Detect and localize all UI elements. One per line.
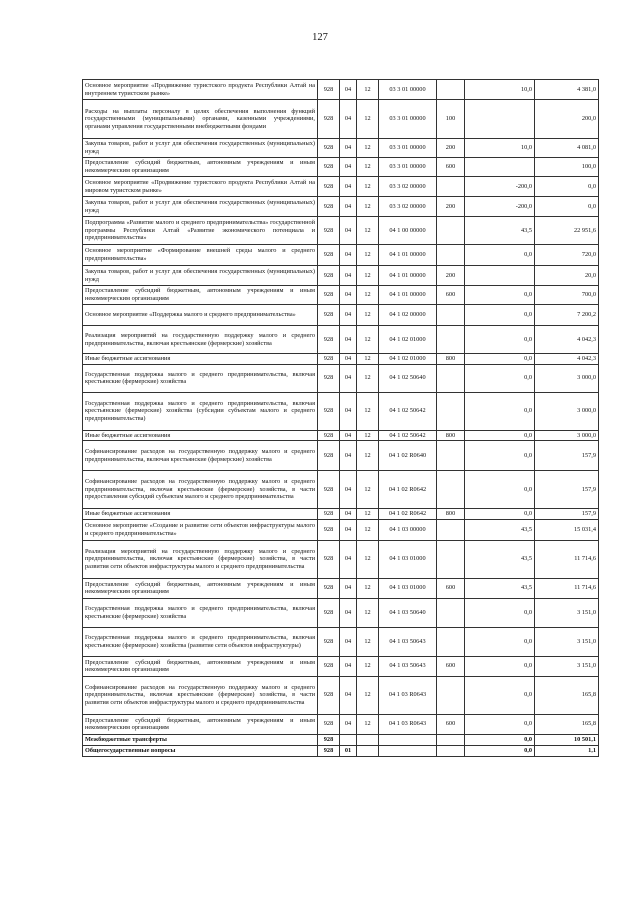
amount-total: 11 714,6 (535, 578, 599, 598)
row-name: Софинансирование расходов на государственную поддержку малого и среднего предпринимательства, включая крестьянские (фермерские) хозяйства, в части предоставления субсидий субъектам малого и среднего предпринимательства (83, 471, 318, 509)
amount-change: 43,5 (465, 540, 535, 578)
section-code: 04 (340, 540, 357, 578)
section-code: 04 (340, 100, 357, 139)
target-article-code: 03 3 01 00000 (379, 158, 437, 177)
table-row (83, 745, 599, 756)
amount-change (465, 266, 535, 286)
ministry-code: 928 (318, 540, 340, 578)
table-row (83, 100, 599, 139)
amount-change: 10,0 (465, 139, 535, 158)
expense-type-code: 600 (437, 158, 465, 177)
subsection-code: 12 (357, 326, 379, 354)
amount-change: 0,0 (465, 441, 535, 471)
target-article-code: 04 1 01 00000 (379, 266, 437, 286)
ministry-code: 928 (318, 471, 340, 509)
ministry-code: 928 (318, 326, 340, 354)
amount-change: 0,0 (465, 656, 535, 676)
table-row (83, 80, 599, 100)
subsection-code: 12 (357, 364, 379, 392)
table-row (83, 245, 599, 266)
subsection-code: 12 (357, 80, 379, 100)
amount-total: 1,1 (535, 745, 599, 756)
subsection-code: 12 (357, 578, 379, 598)
expense-type-code (437, 80, 465, 100)
subsection-code: 12 (357, 100, 379, 139)
subsection-code: 12 (357, 177, 379, 197)
table-row (83, 392, 599, 430)
row-name: Основное мероприятие «Создание и развитие сети объектов инфраструктуры малого и среднего предпринимательства» (83, 519, 318, 540)
target-article-code: 04 1 01 00000 (379, 286, 437, 305)
subsection-code: 12 (357, 627, 379, 656)
table-row (83, 578, 599, 598)
table-row (83, 471, 599, 509)
target-article-code: 04 1 03 50643 (379, 627, 437, 656)
row-name: Предоставление субсидий бюджетным, автономным учреждениям и иным некоммерческим организациям (83, 714, 318, 734)
expense-type-code (437, 177, 465, 197)
ministry-code: 928 (318, 245, 340, 266)
amount-total: 20,0 (535, 266, 599, 286)
table-row (83, 217, 599, 245)
amount-total: 11 714,6 (535, 540, 599, 578)
amount-total: 157,9 (535, 471, 599, 509)
target-article-code: 04 1 02 50642 (379, 392, 437, 430)
subsection-code: 12 (357, 354, 379, 365)
amount-change: 10,0 (465, 80, 535, 100)
amount-total: 700,0 (535, 286, 599, 305)
ministry-code: 928 (318, 266, 340, 286)
section-code: 04 (340, 676, 357, 714)
amount-change: 43,5 (465, 578, 535, 598)
row-name: Общегосударственные вопросы (83, 745, 318, 756)
table-row (83, 519, 599, 540)
page-number: 127 (312, 32, 328, 43)
amount-change: -200,0 (465, 177, 535, 197)
row-name: Закупка товаров, работ и услуг для обеспечения государственных (муниципальных) нужд (83, 139, 318, 158)
subsection-code: 12 (357, 441, 379, 471)
ministry-code: 928 (318, 519, 340, 540)
ministry-code: 928 (318, 430, 340, 441)
row-name: Государственная поддержка малого и среднего предпринимательства, включая крестьянские (фермерские) хозяйства (субсидии субъектам малого и среднего предпринимательства) (83, 392, 318, 430)
amount-total: 3 000,0 (535, 392, 599, 430)
table-row (83, 441, 599, 471)
table-row (83, 305, 599, 326)
section-code: 04 (340, 578, 357, 598)
amount-total: 7 200,2 (535, 305, 599, 326)
amount-change: 0,0 (465, 598, 535, 627)
amount-total: 0,0 (535, 197, 599, 217)
row-name: Предоставление субсидий бюджетным, автономным учреждениям и иным некоммерческим организациям (83, 158, 318, 177)
section-code: 04 (340, 627, 357, 656)
subsection-code: 12 (357, 519, 379, 540)
row-name: Основное мероприятие «Продвижение туристского продукта Республики Алтай на внутреннем туристском рынке» (83, 80, 318, 100)
amount-total: 4 081,0 (535, 139, 599, 158)
row-name: Софинансирование расходов на государственную поддержку малого и среднего предпринимательства, включая крестьянские (фермерские) хозяйства, в части развития сети объектов инфраструктуры малого и среднего предпринимательства (83, 676, 318, 714)
ministry-code: 928 (318, 305, 340, 326)
ministry-code: 928 (318, 139, 340, 158)
section-code: 04 (340, 392, 357, 430)
table-row (83, 326, 599, 354)
table-row (83, 430, 599, 441)
amount-total: 200,0 (535, 100, 599, 139)
table-row (83, 540, 599, 578)
table-row (83, 734, 599, 745)
subsection-code: 12 (357, 714, 379, 734)
section-code: 04 (340, 430, 357, 441)
section-code: 04 (340, 305, 357, 326)
amount-total: 3 151,0 (535, 656, 599, 676)
section-code (340, 734, 357, 745)
amount-total: 3 151,0 (535, 598, 599, 627)
amount-total: 157,9 (535, 441, 599, 471)
row-name: Государственная поддержка малого и среднего предпринимательства, включая крестьянские (фермерские) хозяйства (развитие сети объектов инфраструктуры) (83, 627, 318, 656)
ministry-code: 928 (318, 745, 340, 756)
expense-type-code (437, 471, 465, 509)
section-code: 04 (340, 326, 357, 354)
amount-change: 0,0 (465, 364, 535, 392)
section-code: 04 (340, 656, 357, 676)
row-name: Государственная поддержка малого и среднего предпринимательства, включая крестьянские (фермерские) хозяйства (83, 364, 318, 392)
target-article-code: 04 1 03 01000 (379, 540, 437, 578)
amount-total: 4 381,0 (535, 80, 599, 100)
expense-type-code (437, 598, 465, 627)
expense-type-code: 100 (437, 100, 465, 139)
ministry-code: 928 (318, 441, 340, 471)
expense-type-code: 600 (437, 578, 465, 598)
ministry-code: 928 (318, 714, 340, 734)
target-article-code (379, 734, 437, 745)
expense-type-code (437, 392, 465, 430)
row-name: Закупка товаров, работ и услуг для обеспечения государственных (муниципальных) нужд (83, 266, 318, 286)
subsection-code: 12 (357, 540, 379, 578)
expense-type-code (437, 676, 465, 714)
table-row (83, 627, 599, 656)
table-row (83, 177, 599, 197)
subsection-code: 12 (357, 598, 379, 627)
subsection-code: 12 (357, 158, 379, 177)
section-code: 01 (340, 745, 357, 756)
amount-total: 22 951,6 (535, 217, 599, 245)
ministry-code: 928 (318, 734, 340, 745)
row-name: Предоставление субсидий бюджетным, автономным учреждениям и иным некоммерческим организациям (83, 656, 318, 676)
row-name: Софинансирование расходов на государственную поддержку малого и среднего предпринимательства, включая крестьянские (фермерские) хозяйства (83, 441, 318, 471)
amount-change: 0,0 (465, 430, 535, 441)
ministry-code: 928 (318, 578, 340, 598)
amount-change: 0,0 (465, 471, 535, 509)
expense-type-code (437, 540, 465, 578)
expense-type-code (437, 745, 465, 756)
amount-total: 165,8 (535, 714, 599, 734)
row-name: Реализация мероприятий на государственную поддержку малого и среднего предпринимательства, включая крестьянские (фермерские) хозяйства, в части развития сети объектов инфраструктуры малого и среднего предпринимательства (83, 540, 318, 578)
target-article-code (379, 745, 437, 756)
amount-total: 720,0 (535, 245, 599, 266)
target-article-code: 03 3 02 00000 (379, 197, 437, 217)
budget-table (82, 79, 599, 757)
amount-total: 157,9 (535, 509, 599, 520)
section-code: 04 (340, 441, 357, 471)
expense-type-code (437, 305, 465, 326)
ministry-code: 928 (318, 217, 340, 245)
section-code: 04 (340, 80, 357, 100)
ministry-code: 928 (318, 80, 340, 100)
row-name: Подпрограмма «Развитие малого и среднего предпринимательства» государственной программы Республики Алтай «Развитие экономического потенциала и предпринимательства» (83, 217, 318, 245)
section-code: 04 (340, 519, 357, 540)
target-article-code: 03 3 01 00000 (379, 139, 437, 158)
amount-change (465, 100, 535, 139)
expense-type-code (437, 217, 465, 245)
expense-type-code (437, 441, 465, 471)
section-code: 04 (340, 714, 357, 734)
amount-total: 15 031,4 (535, 519, 599, 540)
table-row (83, 197, 599, 217)
ministry-code: 928 (318, 676, 340, 714)
row-name: Основное мероприятие «Продвижение туристского продукта Республики Алтай на мировом туристском рынке» (83, 177, 318, 197)
ministry-code: 928 (318, 509, 340, 520)
row-name: Основное мероприятие «Поддержка малого и среднего предпринимательства» (83, 305, 318, 326)
amount-change: -200,0 (465, 197, 535, 217)
subsection-code: 12 (357, 430, 379, 441)
expense-type-code (437, 627, 465, 656)
section-code: 04 (340, 598, 357, 627)
amount-change: 0,0 (465, 326, 535, 354)
amount-change: 0,0 (465, 392, 535, 430)
target-article-code: 04 1 01 00000 (379, 245, 437, 266)
target-article-code: 04 1 03 R0643 (379, 676, 437, 714)
ministry-code: 928 (318, 158, 340, 177)
target-article-code: 04 1 02 50642 (379, 430, 437, 441)
ministry-code: 928 (318, 627, 340, 656)
amount-change: 0,0 (465, 245, 535, 266)
expense-type-code: 600 (437, 714, 465, 734)
expense-type-code (437, 245, 465, 266)
subsection-code: 12 (357, 305, 379, 326)
amount-change: 0,0 (465, 734, 535, 745)
row-name: Расходы на выплаты персоналу в целях обеспечения выполнения функций государственными (муниципальными) органами, казенными учреждениями, органами управления государственными внебюджетными фондами (83, 100, 318, 139)
section-code: 04 (340, 286, 357, 305)
amount-change: 43,5 (465, 519, 535, 540)
subsection-code: 12 (357, 656, 379, 676)
section-code: 04 (340, 364, 357, 392)
table-row (83, 598, 599, 627)
target-article-code: 04 1 02 R0642 (379, 509, 437, 520)
expense-type-code: 800 (437, 509, 465, 520)
amount-total: 165,8 (535, 676, 599, 714)
amount-total: 3 000,0 (535, 364, 599, 392)
expense-type-code: 200 (437, 266, 465, 286)
ministry-code: 928 (318, 656, 340, 676)
section-code: 04 (340, 177, 357, 197)
section-code: 04 (340, 139, 357, 158)
subsection-code: 12 (357, 266, 379, 286)
amount-total: 0,0 (535, 177, 599, 197)
row-name: Межбюджетные трансферты (83, 734, 318, 745)
subsection-code: 12 (357, 139, 379, 158)
table-row (83, 676, 599, 714)
expense-type-code (437, 519, 465, 540)
target-article-code: 04 1 02 50640 (379, 364, 437, 392)
row-name: Иные бюджетные ассигнования (83, 354, 318, 365)
amount-total: 10 501,1 (535, 734, 599, 745)
table-row (83, 714, 599, 734)
table-row (83, 656, 599, 676)
amount-change: 0,0 (465, 627, 535, 656)
expense-type-code (437, 734, 465, 745)
row-name: Предоставление субсидий бюджетным, автономным учреждениям и иным некоммерческим организациям (83, 578, 318, 598)
target-article-code: 04 1 00 00000 (379, 217, 437, 245)
row-name: Предоставление субсидий бюджетным, автономным учреждениям и иным некоммерческим организациям (83, 286, 318, 305)
amount-change: 0,0 (465, 286, 535, 305)
table-row (83, 139, 599, 158)
expense-type-code: 800 (437, 354, 465, 365)
target-article-code: 04 1 03 01000 (379, 578, 437, 598)
row-name: Закупка товаров, работ и услуг для обеспечения государственных (муниципальных) нужд (83, 197, 318, 217)
ministry-code: 928 (318, 598, 340, 627)
ministry-code: 928 (318, 177, 340, 197)
ministry-code: 928 (318, 354, 340, 365)
section-code: 04 (340, 245, 357, 266)
ministry-code: 928 (318, 392, 340, 430)
subsection-code: 12 (357, 197, 379, 217)
subsection-code: 12 (357, 509, 379, 520)
target-article-code: 03 3 01 00000 (379, 100, 437, 139)
expense-type-code: 200 (437, 139, 465, 158)
table-row (83, 286, 599, 305)
amount-total: 100,0 (535, 158, 599, 177)
amount-total: 3 000,0 (535, 430, 599, 441)
row-name: Основное мероприятие «Формирование внешней среды малого и среднего предпринимательства» (83, 245, 318, 266)
amount-change: 0,0 (465, 354, 535, 365)
target-article-code: 04 1 02 00000 (379, 305, 437, 326)
amount-change: 0,0 (465, 714, 535, 734)
amount-change (465, 158, 535, 177)
section-code: 04 (340, 266, 357, 286)
ministry-code: 928 (318, 364, 340, 392)
amount-change: 0,0 (465, 509, 535, 520)
target-article-code: 04 1 02 01000 (379, 354, 437, 365)
table-row (83, 364, 599, 392)
table-row (83, 354, 599, 365)
section-code: 04 (340, 217, 357, 245)
expense-type-code: 600 (437, 656, 465, 676)
subsection-code: 12 (357, 471, 379, 509)
subsection-code (357, 745, 379, 756)
table-row (83, 266, 599, 286)
ministry-code: 928 (318, 286, 340, 305)
target-article-code: 03 3 01 00000 (379, 80, 437, 100)
subsection-code: 12 (357, 392, 379, 430)
amount-total: 4 042,3 (535, 326, 599, 354)
section-code: 04 (340, 197, 357, 217)
expense-type-code: 800 (437, 430, 465, 441)
subsection-code: 12 (357, 217, 379, 245)
row-name: Реализация мероприятий на государственную поддержку малого и среднего предпринимательства, включая крестьянские (фермерские) хозяйства (83, 326, 318, 354)
section-code: 04 (340, 354, 357, 365)
subsection-code: 12 (357, 676, 379, 714)
target-article-code: 04 1 03 50640 (379, 598, 437, 627)
subsection-code: 12 (357, 286, 379, 305)
target-article-code: 04 1 03 R0643 (379, 714, 437, 734)
amount-total: 4 042,3 (535, 354, 599, 365)
table-row (83, 509, 599, 520)
row-name: Иные бюджетные ассигнования (83, 430, 318, 441)
amount-total: 3 151,0 (535, 627, 599, 656)
expense-type-code (437, 364, 465, 392)
target-article-code: 04 1 02 01000 (379, 326, 437, 354)
expense-type-code: 600 (437, 286, 465, 305)
subsection-code: 12 (357, 245, 379, 266)
section-code: 04 (340, 509, 357, 520)
target-article-code: 03 3 02 00000 (379, 177, 437, 197)
table-row (83, 158, 599, 177)
target-article-code: 04 1 02 R0642 (379, 471, 437, 509)
section-code: 04 (340, 158, 357, 177)
target-article-code: 04 1 03 50643 (379, 656, 437, 676)
expense-type-code: 200 (437, 197, 465, 217)
amount-change: 0,0 (465, 745, 535, 756)
section-code: 04 (340, 471, 357, 509)
target-article-code: 04 1 03 00000 (379, 519, 437, 540)
amount-change: 0,0 (465, 305, 535, 326)
ministry-code: 928 (318, 100, 340, 139)
expense-type-code (437, 326, 465, 354)
row-name: Государственная поддержка малого и среднего предпринимательства, включая крестьянские (фермерские) хозяйства (83, 598, 318, 627)
amount-change: 43,5 (465, 217, 535, 245)
subsection-code (357, 734, 379, 745)
budget-table-body (83, 80, 599, 757)
ministry-code: 928 (318, 197, 340, 217)
target-article-code: 04 1 02 R0640 (379, 441, 437, 471)
row-name: Иные бюджетные ассигнования (83, 509, 318, 520)
amount-change: 0,0 (465, 676, 535, 714)
